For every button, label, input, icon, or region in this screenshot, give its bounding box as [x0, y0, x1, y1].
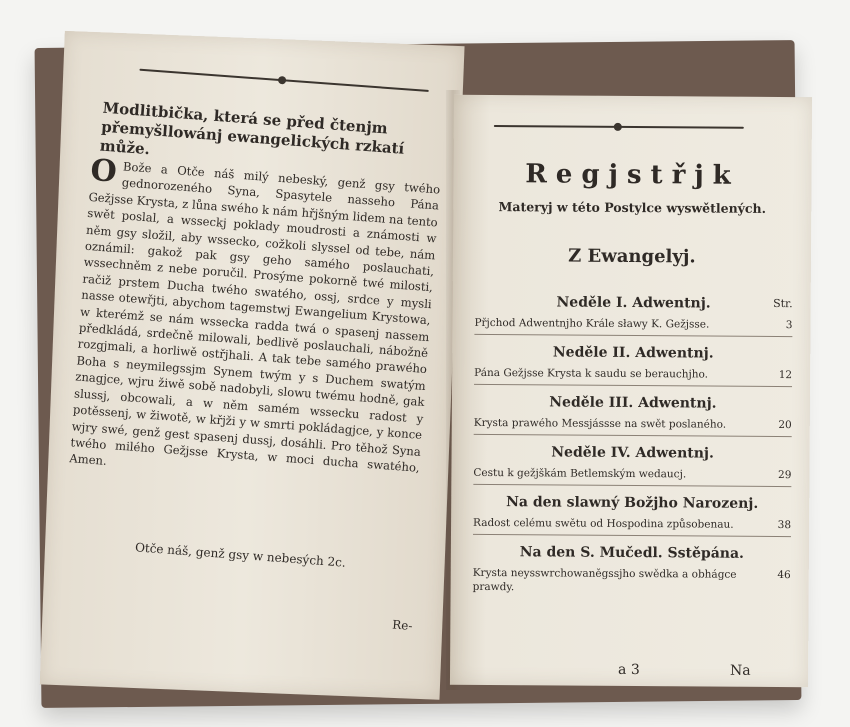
sunday-heading: Neděle I. Adwentnj. Str. [475, 291, 793, 315]
left-page [40, 31, 465, 700]
sunday-heading: Na den S. Mučedl. Sstěpána. [519, 544, 745, 562]
left-catchword: Re- [391, 617, 413, 634]
prayer-title: Modlitbička, která se před čtenjm přemyšllowánj ewangelických rzkatí může. [99, 98, 405, 159]
list-item [474, 391, 792, 437]
sunday-heading: Neděle III. Adwentnj. [549, 394, 717, 412]
entry-line: Radost celému swětu od Hospodina způsobenau. 38 [473, 513, 791, 537]
list-item [473, 441, 791, 487]
entry-line: Pána Gežjsse Krysta k saudu se berauchjho. 12 [474, 363, 792, 387]
sunday-heading: Neděle IV. Adwentnj. [551, 444, 714, 462]
section-heading: Z Ewangelyj. [568, 245, 696, 268]
list-item [473, 541, 791, 600]
list-item [473, 491, 791, 537]
page-number: 38 [777, 519, 792, 532]
register-entries [473, 291, 793, 606]
signature-mark: a 3 [617, 661, 640, 679]
register-title: Regjstřjk [525, 159, 740, 191]
page-number: 46 [777, 569, 791, 582]
sunday-heading: Na den slawný Božjho Narozenj. [506, 494, 759, 512]
drop-cap: O [89, 153, 118, 190]
entry-line: Cestu k gežjškám Betlemským wedaucj. 29 [473, 463, 791, 487]
entry-line: Krysta prawého Messjássse na swět poslaného. 20 [474, 413, 792, 437]
register-subtitle: Materyj w této Postylce wyswětlených. [498, 199, 767, 216]
list-item [474, 341, 792, 387]
ornament-rule [494, 125, 744, 129]
prayer-text: Bože a Otče náš milý nebeský, genž gsy twého gednorozeného Syna, Spasytele nasseho Pána Gežjsse Krysta, z lůna swého k nám hřjšným lidem na tento swět poslal, a wsseckj poklady moudrosti a známosti w něm gsy složil, aby wssecko, cožkoli slyssel od tebe, nám oznámil: gakož pak gsy geho samého poslauchati, wssechněm z nebe poručil. Prosýme pokorně twé milosti, račiž prstem Ducha twého swatého, ossj, srdce y mysli nasse otewřjti, abychom tagemstwj Ewangelium Krystowa, w kterémž se nám wssecka radda twá o spasenj nassem předkládá, srdečně milowali, bedlivě poslauchali, nábožně rozgjmali, a horliwě ostřjhali. A tak tebe samého prawého Boha s neymilegssjm Synem twým y s Duchem swatým znagjce, wjru žiwě sobě nadobyli, slowu twému hodně, gak slussj, obcowali, a w něm samém wssecku radost y potěssenj, w žiwotě, w křjži y w smrti pokládagjce, y konce wjry swé, genž gest spasenj dussj, dosáhli. Pro těhož Syna twého milého Gežjsse Krysta, w moci ducha swatého, Amen. [68, 159, 441, 475]
page-number: 20 [778, 419, 792, 432]
page-number: 29 [778, 469, 792, 482]
lords-prayer-line: Otče náš, genž gsy w nebesých 2c. [134, 540, 347, 570]
entry-line: Krysta neysswrchowaněgssjho swědka a obhágce prawdy. 46 [472, 566, 791, 594]
page-number: 3 [785, 319, 793, 332]
right-page [450, 95, 812, 687]
str-label: Str. [773, 296, 793, 311]
entry-line: Přjchod Adwentnjho Krále sławy K. Gežjsse. 3 [474, 313, 792, 337]
right-catchword: Na [729, 662, 751, 679]
list-item [474, 291, 792, 337]
ornament-rule [139, 69, 428, 92]
sunday-heading: Neděle II. Adwentnj. [552, 344, 714, 362]
page-number: 12 [778, 369, 793, 382]
prayer-body [68, 153, 441, 493]
